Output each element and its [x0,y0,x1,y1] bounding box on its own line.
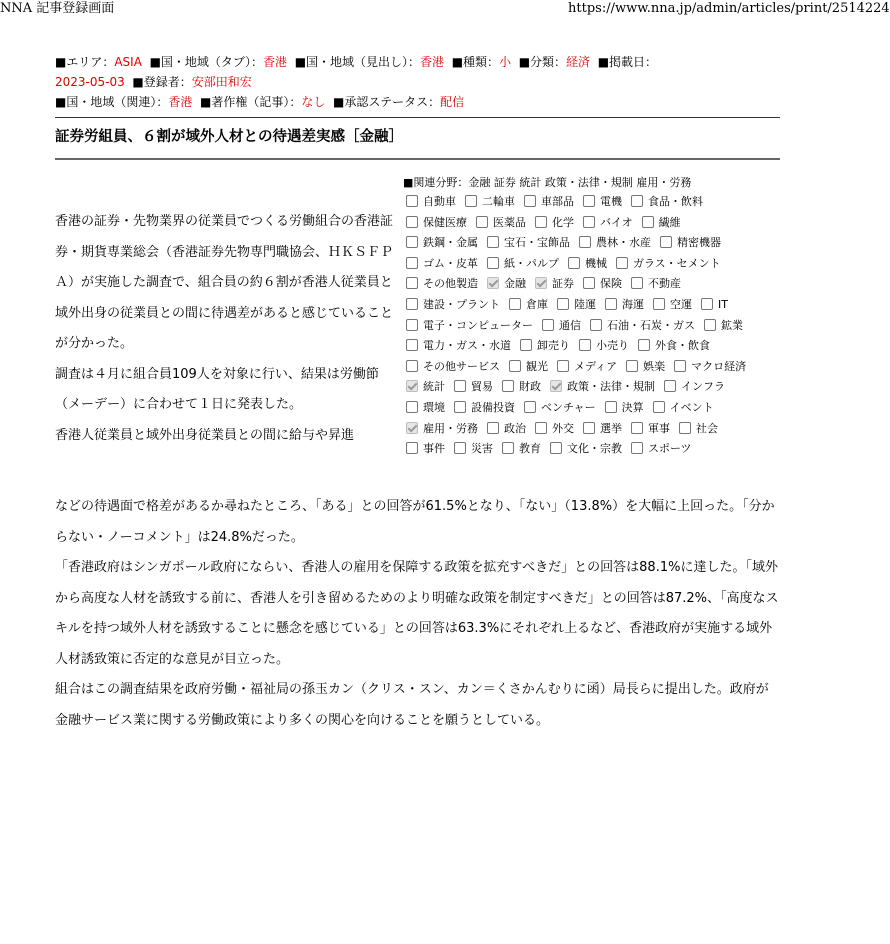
category-label: 政治 [504,421,526,435]
checkbox[interactable] [631,442,643,454]
category-option[interactable] [701,316,743,337]
checkbox[interactable] [487,422,499,434]
category-label: 陸運 [574,297,596,311]
category-label: 金融 [504,277,526,291]
category-option[interactable] [580,213,633,234]
checkbox[interactable] [454,401,466,413]
category-label: 倉庫 [526,297,548,311]
checkbox[interactable] [557,360,569,372]
category-label: 医薬品 [493,215,526,229]
category-label: 外交 [552,421,574,435]
category-label: 事件 [423,442,445,456]
checkbox[interactable] [704,319,716,331]
checkbox[interactable] [502,380,514,392]
published-label: ■掲載日： [597,55,658,69]
divider-top [55,117,780,118]
checkbox[interactable] [583,422,595,434]
checkbox[interactable] [406,216,418,228]
checkbox[interactable] [583,195,595,207]
checkbox[interactable] [406,339,418,351]
category-option[interactable] [403,254,478,275]
approval-value: 配信 [440,95,465,109]
category-label: 機械 [585,256,607,270]
checkbox[interactable] [524,195,536,207]
category-label: 化学 [552,215,574,229]
checkbox[interactable] [631,422,643,434]
country-tab-value: 香港 [263,55,288,69]
checkbox[interactable] [542,319,554,331]
category-option[interactable] [580,192,622,213]
category-option[interactable] [403,377,445,398]
category-row [403,439,783,460]
category-label: 繊維 [658,215,681,229]
category-option[interactable] [403,398,445,419]
category-label: 自動車 [423,195,456,208]
category-label: 決算 [621,400,644,414]
category-option[interactable] [462,192,515,213]
checkbox[interactable] [406,401,418,413]
category-value: 経済 [566,55,591,69]
category-option[interactable] [403,316,533,337]
checkbox[interactable] [590,319,602,331]
category-label: マクロ経済 [691,359,747,373]
category-option[interactable] [403,233,478,254]
category-option[interactable] [623,357,665,378]
category-label: 不動産 [648,277,681,291]
category-row [403,377,783,398]
country-headline-label: ■国・地域（見出し）： [294,55,421,69]
checkbox[interactable] [509,298,521,310]
approval-label: ■承認ステータス： [333,95,441,109]
category-label: 通信 [559,318,581,332]
checkbox[interactable] [664,380,676,392]
category-label: 政策・法律・規制 [567,380,655,394]
category-option[interactable] [639,213,681,234]
checkbox[interactable] [406,319,418,331]
checked-checkbox[interactable] [406,380,418,392]
body-paragraph: 香港人従業員と域外出身従業員との間に給与や昇進 [55,427,355,443]
category-label: 文化・宗教 [567,442,622,456]
category-label: 石油・石炭・ガス [607,318,695,332]
category-row [403,192,783,213]
category-label: スポーツ [648,442,692,456]
category-label: バイオ [600,215,633,229]
category-label: 建設・プラント [423,297,500,311]
category-label: 海運 [622,297,644,311]
print-header-url: https://www.nna.jp/admin/articles/print/2514224 [568,1,890,16]
category-label: 保険 [600,277,622,291]
category-option[interactable] [451,439,493,460]
category-option[interactable] [532,419,574,440]
copyright-label: ■著作権（記事）： [200,95,302,109]
body-paragraph: などの待遇面で格差があるか尋ねたところ、「ある」との回答が61.5%となり、「ない」（13.8%）を大幅に上回った。「分からない・ノーコメント」は24.8%だった。 [55,499,775,545]
checkbox[interactable] [583,216,595,228]
checkbox[interactable] [550,442,562,454]
category-option[interactable] [451,398,515,419]
registrant-label: ■登録者： [132,75,192,89]
category-option[interactable] [628,419,670,440]
checkbox[interactable] [476,216,488,228]
category-option[interactable] [676,419,718,440]
checkbox[interactable] [631,195,643,207]
area-value: ASIA [114,55,142,69]
category-label: 車部品 [541,195,574,208]
checkbox[interactable] [406,195,418,207]
meta-line-1 [55,52,780,72]
category-label: 鉱業 [721,318,743,332]
body-paragraph: 組合はこの調査結果を政府労働・福祉局の孫玉カン（クリス・スン、カン＝くさかんむりに函）局長らに提出した。政府が金融サービス業に関する労働政策により多くの関心を向けることを願うとしている。 [55,682,769,728]
category-label: 娯楽 [643,359,666,373]
checkbox[interactable] [454,380,466,392]
category-option[interactable] [547,439,622,460]
checkbox[interactable] [406,236,418,248]
category-label: 食品・飲料 [648,195,703,208]
article-body-lower [55,492,780,736]
country-related-value: 香港 [168,95,193,109]
category-option[interactable] [554,295,596,316]
meta-line-3 [55,92,780,112]
divider-title [55,158,780,160]
checkbox[interactable] [674,360,686,372]
category-label: 電子・コンピューター [423,318,533,332]
checkbox[interactable] [535,216,547,228]
body-paragraph: 調査は４月に組合員109人を対象に行い、結果は労働節（メーデー）に合わせて１日に発表した。 [55,366,379,412]
category-option[interactable] [602,295,644,316]
article-metadata [55,52,780,112]
category-label: ベンチャー [541,400,596,414]
category-option[interactable] [576,233,651,254]
checked-checkbox[interactable] [406,422,418,434]
category-row [403,419,783,440]
category-option[interactable] [484,233,570,254]
checkbox[interactable] [465,195,477,207]
category-label: ガラス・セメント [633,256,721,270]
category-option[interactable] [698,295,728,316]
checkbox[interactable] [642,216,654,228]
category-option[interactable] [521,192,574,213]
category-label: 二輪車 [482,195,515,208]
category-option[interactable] [403,336,511,357]
category-option[interactable] [521,398,596,419]
category-option[interactable] [628,192,703,213]
category-label: 財政 [519,380,541,394]
category-label: イベント [669,400,714,414]
checkbox[interactable] [583,277,595,289]
category-option[interactable] [499,439,541,460]
category-label: 電力・ガス・水道 [423,339,511,353]
category-label: 災害 [471,442,493,456]
print-header-title: NNA 記事登録画面 [0,1,115,16]
meta-line-2 [55,72,780,92]
article-body-upper [55,207,395,451]
checkbox[interactable] [520,339,532,351]
checkbox[interactable] [579,236,591,248]
checked-checkbox[interactable] [535,277,547,289]
category-option[interactable] [499,377,541,398]
category-label: ■分類： [518,55,567,69]
category-row [403,233,783,254]
category-label: 証券 [552,277,574,291]
published-value: 2023-05-03 [55,75,125,89]
category-row [403,336,783,357]
checkbox[interactable] [524,401,536,413]
category-option[interactable] [650,398,714,419]
checkbox[interactable] [605,401,617,413]
category-option[interactable] [403,439,445,460]
body-paragraph: 香港の証券・先物業界の従業員でつくる労働組合の香港証券・期貨専業総会（香港証券先物専門職協会、ＨＫＳＦＰＡ）が実施した調査で、組合員の約６割が香港人従業員と域外出身の従業員との間に待遇差があると感じていることが分かった。 [55,214,394,351]
checked-checkbox[interactable] [487,277,499,289]
checkbox[interactable] [557,298,569,310]
category-label: 外食・飲食 [655,339,710,353]
category-option[interactable] [532,274,574,295]
category-row [403,316,783,337]
category-option[interactable] [506,357,548,378]
category-label: メディア [574,359,618,373]
checkbox[interactable] [701,298,713,310]
category-label: 社会 [696,421,718,435]
category-label: 環境 [423,400,445,414]
category-label: 選挙 [600,421,622,435]
category-label: 軍事 [648,421,670,435]
category-option[interactable] [403,419,478,440]
body-paragraph: 「香港政府はシンガポール政府にならい、香港人の雇用を保障する政策を拡充すべきだ」との回答は88.1%に達した。「域外から高度な人材を誘致する前に、香港人を引き留めるためのより明確な政策を制定すべきだ」との回答は87.2%、「高度なスキルを持つ域外人材を誘致することに懸念を感じている」との回答は63.3%にそれぞれ上るなど、香港政府が実施する域外人材誘致策に否定的な意見が目立った。 [55,560,779,667]
category-label: 鉄鋼・金属 [423,236,478,250]
checkbox[interactable] [535,422,547,434]
category-label: 雇用・労務 [423,421,478,435]
category-label: 農林・水産 [596,236,651,250]
country-related-label: ■国・地域（関連）： [55,95,169,109]
category-option[interactable] [403,295,500,316]
category-label: 精密機器 [677,236,721,250]
category-label: 保健医療 [423,215,467,229]
checkbox[interactable] [679,422,691,434]
checkbox[interactable] [579,339,591,351]
related-category-title: ■関連分野：金融 証券 統計 政策・法律・規制 雇用・労務 [403,176,692,189]
category-option[interactable] [661,377,725,398]
checkbox[interactable] [502,442,514,454]
category-option[interactable] [532,213,574,234]
category-label: 空運 [670,297,692,311]
type-label: ■種類： [451,55,500,69]
category-option[interactable] [484,274,526,295]
category-row [403,357,783,378]
category-option[interactable] [635,336,710,357]
checkbox[interactable] [568,257,580,269]
registrant-value: 安部田和宏 [191,75,252,89]
category-option[interactable] [539,316,581,337]
category-option[interactable] [403,274,478,295]
category-option[interactable] [517,336,570,357]
category-row [403,254,783,275]
category-option[interactable] [403,192,456,213]
checkbox[interactable] [406,277,418,289]
category-checkbox-list [403,192,783,460]
category-option[interactable] [403,357,500,378]
category-option[interactable] [587,316,695,337]
copyright-value: なし [301,95,326,109]
checkbox[interactable] [638,339,650,351]
checkbox[interactable] [487,236,499,248]
category-label: 宝石・宝飾品 [504,236,570,250]
category-row [403,274,783,295]
country-headline-value: 香港 [420,55,445,69]
checkbox[interactable] [616,257,628,269]
checkbox[interactable] [605,298,617,310]
category-option[interactable] [628,274,681,295]
category-row [403,213,783,234]
category-option[interactable] [484,419,526,440]
checked-checkbox[interactable] [550,380,562,392]
checkbox[interactable] [406,442,418,454]
category-label: その他サービス [423,359,500,373]
category-option[interactable] [403,213,467,234]
category-option[interactable] [451,377,493,398]
checkbox[interactable] [454,442,466,454]
category-option[interactable] [650,295,692,316]
checkbox[interactable] [626,360,638,372]
checkbox[interactable] [406,360,418,372]
checkbox[interactable] [406,257,418,269]
category-option[interactable] [547,377,655,398]
category-label: インフラ [681,380,725,394]
category-label: 小売り [596,339,629,353]
country-tab-label: ■国・地域（タブ）： [149,55,264,69]
category-label: 卸売り [537,339,570,353]
category-label: 設備投資 [471,400,515,414]
checkbox[interactable] [406,298,418,310]
type-value: 小 [499,55,512,69]
category-option[interactable] [628,439,692,460]
checkbox[interactable] [631,277,643,289]
checkbox[interactable] [509,360,521,372]
checkbox[interactable] [653,401,665,413]
category-option[interactable] [580,274,622,295]
category-option[interactable] [565,254,607,275]
category-row [403,295,783,316]
print-header [0,0,890,20]
category-row [403,398,783,419]
checkbox[interactable] [487,257,499,269]
category-option[interactable] [671,357,746,378]
article-title: 証券労組員、６割が域外人材との待遇差実感［金融］ [55,129,403,145]
category-label: 教育 [519,442,541,456]
category-option[interactable] [484,254,559,275]
area-label: ■エリア： [55,55,115,69]
category-label: 紙・パルプ [504,256,559,270]
category-option[interactable] [602,398,644,419]
category-option[interactable] [576,336,629,357]
category-label: 貿易 [471,380,493,394]
category-option[interactable] [506,295,548,316]
category-label: その他製造 [423,277,478,291]
category-option[interactable] [554,357,617,378]
category-label: 統計 [423,380,445,394]
category-label: 電機 [600,195,622,208]
related-category-panel [403,174,783,460]
category-option[interactable] [473,213,526,234]
category-option[interactable] [657,233,721,254]
category-label: IT [718,297,728,311]
category-label: ゴム・皮革 [423,256,478,270]
category-option[interactable] [613,254,721,275]
checkbox[interactable] [660,236,672,248]
category-option[interactable] [580,419,622,440]
checkbox[interactable] [653,298,665,310]
category-label: 観光 [526,359,548,373]
